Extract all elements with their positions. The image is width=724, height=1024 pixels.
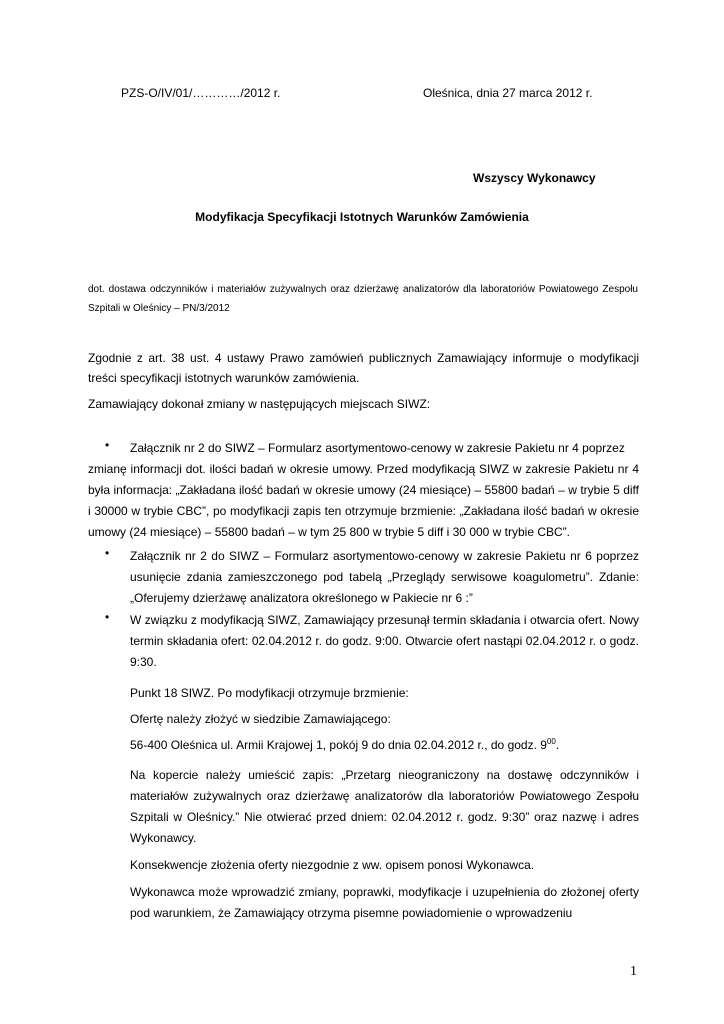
offer-address-text: 56-400 Oleśnica ul. Armii Krajowej 1, pokój 9 do dnia 02.04.2012 r., do godz. 9 [130,738,547,752]
subject-line: dot. dostawa odczynników i materiałów zużywalnych oraz dzierżawę analizatorów dla laboratoriów Powiatowego Zespołu Szpitali w Oleśnicy – PN/3/2012 [88,284,638,314]
bullet-item-2: Załącznik nr 2 do SIWZ – Formularz asortymentowo-cenowy w zakresie Pakietu nr 6 poprzez usunięcie zdania zamieszczonego pod tabelą „Przeglądy serwisowe koagulometru”. Zdanie: „Oferujemy dzierżawę analizatora określonego w Pakiecie nr 6 :” [130,549,639,605]
offer-place: Ofertę należy złożyć w siedzibie Zamawiającego: [130,712,391,726]
bullet-icon: • [105,438,110,452]
document-title: Modyfikacja Specyfikacji Istotnych Warunków Zamówienia [195,210,529,224]
bullet-icon: • [105,610,110,624]
bullet-item-1 [88,438,639,543]
changes-lead: Zamawiający dokonał zmiany w następujących miejscach SIWZ: [88,397,431,411]
intro-paragraph: Zgodnie z art. 38 ust. 4 ustawy Prawo zamówień publicznych Zamawiający informuje o modyfikacji treści specyfikacji istotnych warunków zamówienia. [88,351,639,385]
bullet-icon: • [105,546,110,560]
bullet-item-1-rest: zmianę informacji dot. ilości badań w okresie umowy. Przed modyfikacją SIWZ w zakresie Pakietu nr 4 była informacja: „Zakładana ilość badań w okresie umowy (24 miesiące) – 55800 badań – w trybie 5 diff i 30000 w trybie CBC”, po modyfikacji zapis ten otrzymuje brzmienie: „Zakładana ilość badań w okresie umowy (24 miesiące) – 55800 badań – w tym 25 800 w trybie 5 diff i 30 000 w trybie CBC”. [88,462,639,539]
reference-number: PZS-O/IV/01/…………/2012 r. [121,86,281,100]
offer-address-superscript: 00 [546,737,556,746]
point18-heading: Punkt 18 SIWZ. Po modyfikacji otrzymuje brzmienie: [130,686,409,700]
addressee: Wszyscy Wykonawcy [473,171,596,185]
consequences-paragraph: Konsekwencje złożenia oferty niezgodnie z ww. opisem ponosi Wykonawca. [130,858,535,872]
offer-address [130,735,639,756]
bullet-item-3: W związku z modyfikacją SIWZ, Zamawiający przesunął termin składania i otwarcia ofert. Nowy termin składania ofert: 02.04.2012 r. do godz. 9:00. Otwarcie ofert nastąpi 02.04.2012 r. o godz. 9:30. [130,613,639,669]
page-number: 1 [630,964,637,979]
bullet-item-1-first-line: Załącznik nr 2 do SIWZ – Formularz asortymentowo-cenowy w zakresie Pakietu nr 4 poprzez [130,441,625,455]
changes-paragraph: Wykonawca może wprowadzić zmiany, poprawki, modyfikacje i uzupełnienia do złożonej oferty pod warunkiem, że Zamawiający otrzyma pisemne powiadomienie o wprowadzeniu [130,885,639,920]
offer-address-end: . [555,738,560,752]
place-and-date: Oleśnica, dnia 27 marca 2012 r. [423,86,593,100]
envelope-instruction: Na kopercie należy umieścić zapis: „Przetarg nieograniczony na dostawę odczynników i materiałów zużywalnych oraz dzierżawę analizatorów dla laboratoriów Powiatowego Zespołu Szpitali w Oleśnicy.” Nie otwierać przed dniem: 02.04.2012 r. godz. 9:30” oraz nazwę i adres Wykonawcy. [130,768,639,845]
